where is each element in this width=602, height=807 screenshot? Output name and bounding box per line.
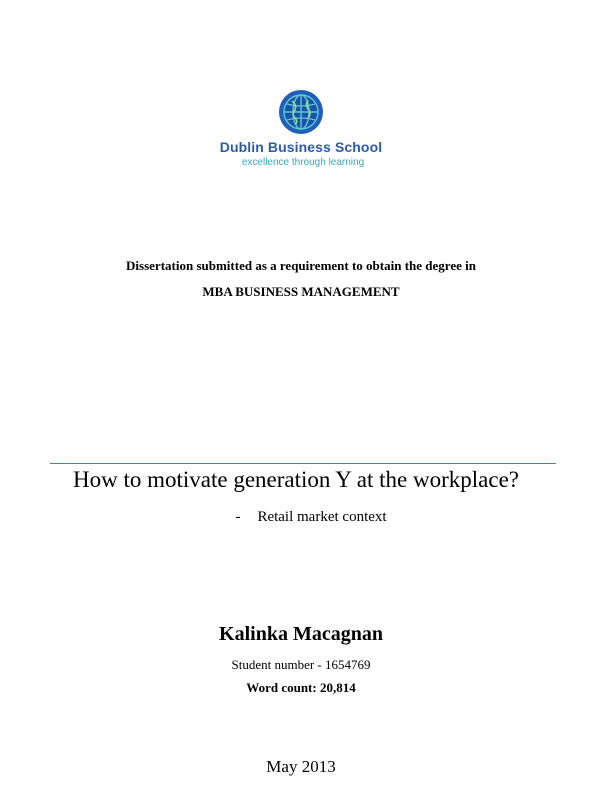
submission-statement: Dissertation submitted as a requirement to obtain the degree in (126, 258, 476, 273)
school-name: Dublin Business School (219, 139, 383, 155)
submission-date: May 2013 (266, 757, 336, 776)
subtitle-bullet: - (235, 509, 241, 525)
subtitle-text: Retail market context (257, 509, 387, 525)
author-name: Kalinka Macagnan (219, 623, 383, 645)
word-count: Word count: 20,814 (246, 680, 356, 695)
student-number: Student number - 1654769 (231, 657, 371, 672)
dissertation-subtitle (0, 507, 602, 527)
school-logo (0, 89, 602, 169)
dissertation-title: How to motivate generation Y at the workplace? (73, 467, 519, 492)
title-divider (50, 463, 556, 464)
globe-icon (278, 89, 324, 135)
school-tagline: excellence through learning (241, 157, 365, 168)
degree-name: MBA BUSINESS MANAGEMENT (202, 284, 400, 299)
